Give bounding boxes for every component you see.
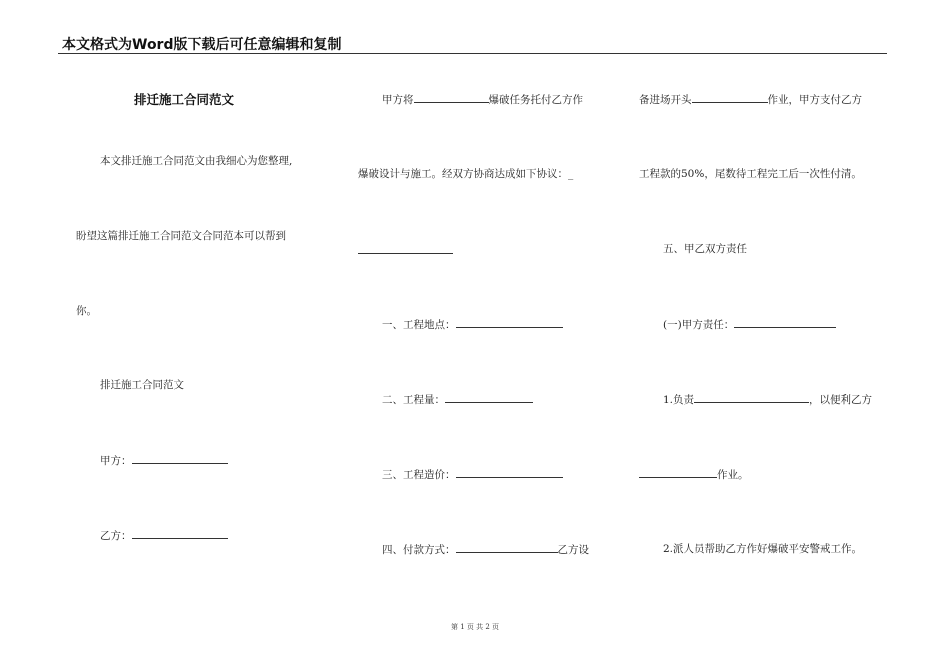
item-quantity-blank — [445, 392, 533, 403]
intro-line-1: 本文排迁施工合同范文由我细心为您整理, — [100, 155, 293, 167]
item-payment-line — [382, 542, 589, 557]
party-a-line — [100, 453, 228, 468]
item-cost-label: 三、工程造价： — [382, 469, 456, 481]
item-quantity-line — [382, 392, 533, 407]
contract-subtitle: 排迁施工合同范文 — [100, 379, 184, 391]
item-payment-label: 四、付款方式： — [382, 544, 456, 556]
document-title: 排迁施工合同范文 — [134, 92, 235, 107]
col2-line-1-end: 爆破任务托付乙方作 — [488, 94, 583, 106]
party-a-duty-line — [663, 317, 836, 332]
item-cost-blank — [456, 467, 563, 478]
item-site-blank — [456, 317, 563, 328]
page-header-title: 本文格式为Word版下载后可任意编辑和复制 — [62, 37, 342, 53]
col2-line-1-start: 甲方将 — [382, 94, 414, 106]
duty-item-1-continued — [639, 467, 749, 482]
task-blank — [414, 92, 489, 103]
duty-item-1-start: 1.负责 — [663, 394, 695, 406]
party-a-blank — [132, 453, 228, 464]
col2-line-2: 爆破设计与施工。经双方协商达成如下协议：_ — [358, 168, 574, 180]
party-a-label: 甲方： — [100, 455, 132, 467]
item-quantity-label: 二、工程量： — [382, 394, 445, 406]
entry-blank — [692, 92, 768, 103]
col2-line-1 — [382, 92, 583, 107]
duty-item-1-line — [663, 392, 872, 407]
duty-item-1-blank — [694, 392, 809, 403]
col3-line-1-end: 作业，甲方支付乙方 — [767, 94, 862, 106]
col3-line-2: 工程款的50%，尾数待工程完工后一次性付清。 — [639, 168, 862, 180]
col3-line-1 — [639, 92, 862, 107]
page-number: 第 1 页 共 2 页 — [450, 623, 500, 631]
item-payment-end: 乙方设 — [557, 544, 589, 556]
header-divider — [58, 53, 887, 54]
party-b-label: 乙方： — [100, 530, 132, 542]
party-b-blank — [132, 528, 228, 539]
col3-line-1-start: 备进场开头 — [639, 94, 692, 106]
item-cost-line — [382, 467, 563, 482]
duty-item-2-line: 2.派人员帮助乙方作好爆破平安警戒工作。 — [663, 543, 863, 555]
item-site-label: 一、工程地点： — [382, 319, 456, 331]
party-b-line — [100, 528, 228, 543]
duty-item-1-end: ，以便利乙方 — [809, 394, 873, 406]
intro-line-2: 盼望这篇排迁施工合同范文合同范本可以帮到 — [76, 230, 286, 242]
party-a-duty-blank — [734, 317, 836, 328]
duty-item-1-cont-text: 作业。 — [717, 469, 749, 481]
item-payment-blank — [456, 542, 558, 553]
intro-line-3: 你。 — [76, 305, 97, 317]
agreement-blank-rule — [358, 253, 453, 254]
party-a-duty-label: (一)甲方责任： — [663, 319, 735, 331]
section-responsibilities: 五、甲乙双方责任 — [663, 243, 747, 255]
item-site-line — [382, 317, 563, 332]
duty-item-1-cont-blank — [639, 467, 717, 478]
